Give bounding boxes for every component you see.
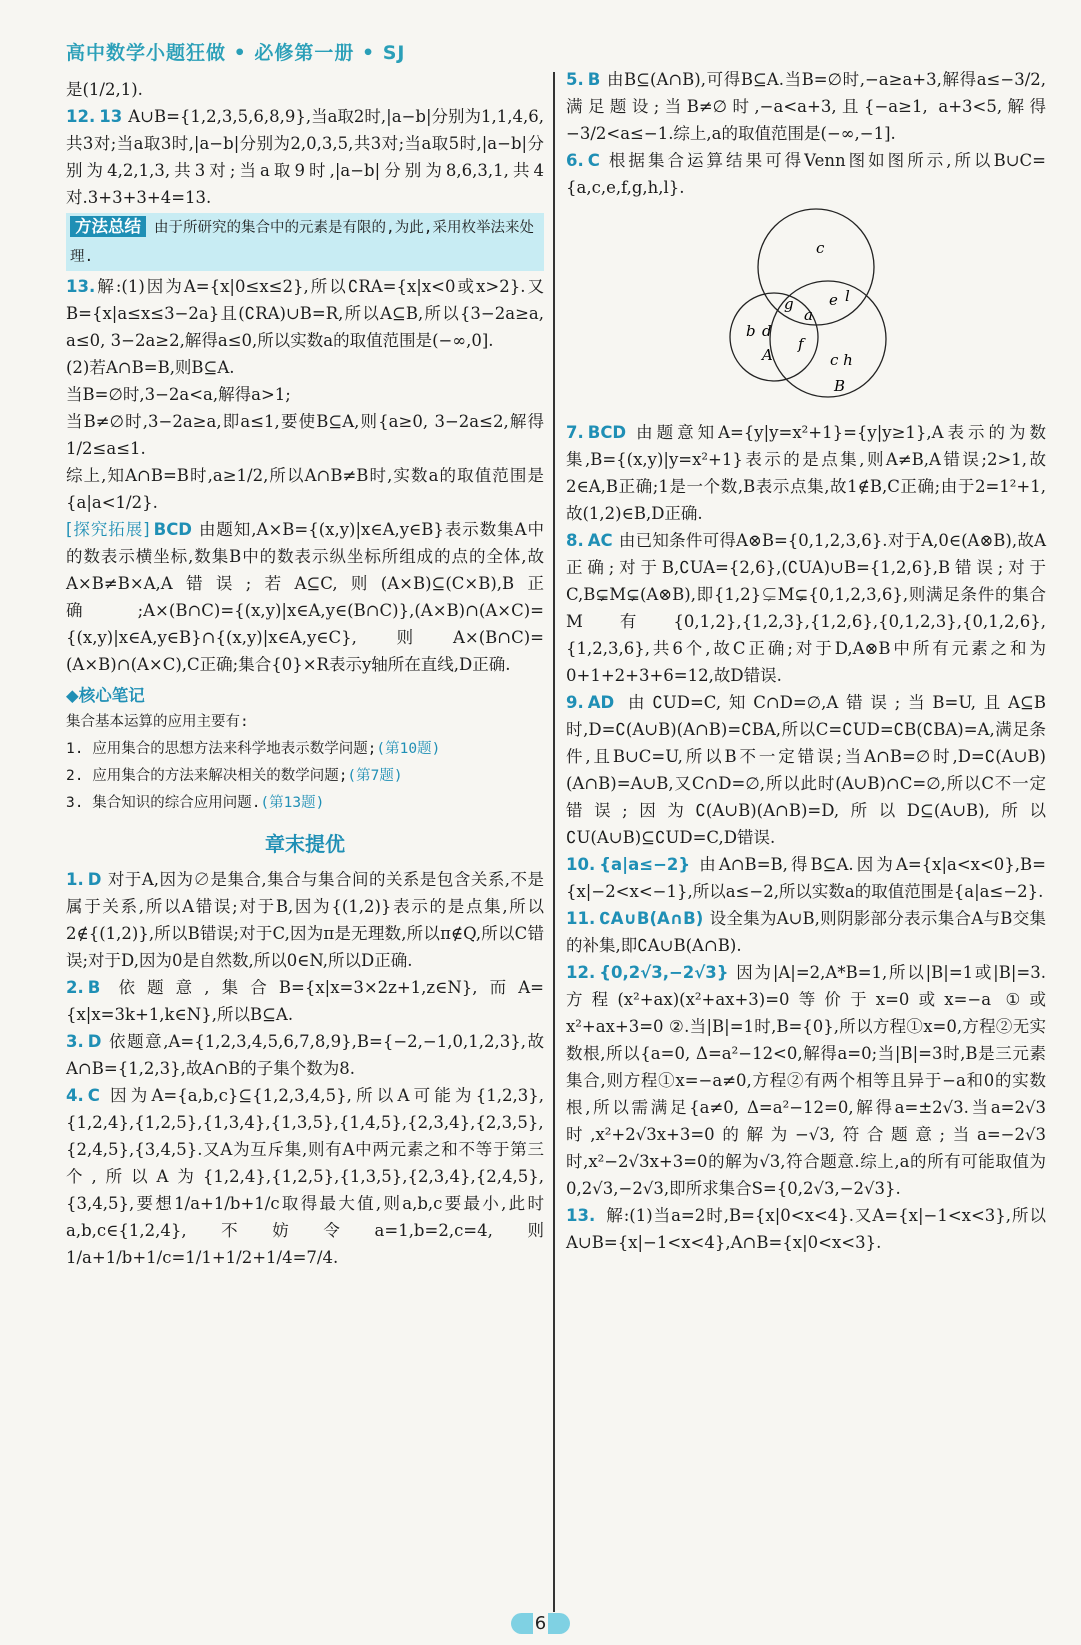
right-column bbox=[566, 66, 1046, 1256]
venn-label-e: e bbox=[829, 291, 838, 309]
venn-svg bbox=[716, 207, 896, 407]
item-number: 6. bbox=[566, 151, 584, 170]
item-number: 3. bbox=[66, 1032, 84, 1051]
answer-item bbox=[66, 273, 544, 354]
item-text: 由A∩B=B,得B⊆A.因为A={x|a<x<0},B={x|−2<x<−1},所以a≤−2,所以实数a的取值范围是{a|a≤−2}. bbox=[566, 855, 1046, 901]
note-reference: (第13题) bbox=[260, 795, 325, 811]
answer-item bbox=[566, 1202, 1046, 1256]
section-title: 章末提优 bbox=[265, 832, 345, 856]
item-answer: C bbox=[587, 151, 600, 170]
item-text: 因为A={a,b,c}⊆{1,2,3,4,5},所以A可能为{1,2,3},{1,2,4},{1,2,5},{1,3,4},{1,3,5},{1,4,5},{2,3,4},{2,3,5},{2,4,5},{3,4,5}.又A为互斥集,则有A中两元素之和不等于第三个,所以A为{1,2,4},{1,2,5},{1,3,5},{2,3,4},{2,4,5},{3,4,5},要想1/a+1/b+1/c取得最大值,则a,b,c要最小,此时a,b,c∈{1,2,4},不妨令a=1,b=2,c=4,则1/a+1/b+1/c=1/1+1/2+1/4=7/4. bbox=[66, 1086, 544, 1267]
core-notes-intro: 集合基本运算的应用主要有: bbox=[66, 714, 249, 730]
explore-label: [探究拓展] bbox=[66, 520, 150, 539]
item-text: 由题意知A={y|y=x²+1}={y|y≥1},A表示的为数集,B={(x,y)|y=x²+1}表示的是点集,则A≠B,A错误;2>1,故2∈A,B正确;1是一个数,B表示点集,故1∉B,C正确;由于2=1²+1,故(1,2)∈B,D正确. bbox=[566, 423, 1046, 523]
answer-item bbox=[566, 527, 1046, 689]
item-answer: C bbox=[87, 1086, 100, 1105]
item-answer: 13 bbox=[99, 107, 123, 126]
item-text: A∪B={1,2,3,5,6,8,9},当a取2时,|a−b|分别为1,1,4,6,共3对;当a取3时,|a−b|分别为2,0,3,5,共3对;当a取5时,|a−b|分别为4,2,1,3,共3对;当a取9时,|a−b|分别为8,6,3,1,共4对.3+3+3+4=13. bbox=[66, 107, 544, 207]
left-column bbox=[66, 76, 544, 1271]
item-number: 9. bbox=[566, 693, 584, 712]
continuation-line: 是(1/2,1). bbox=[66, 80, 143, 99]
venn-label-ch: c h bbox=[830, 351, 853, 369]
method-summary-box bbox=[66, 213, 544, 271]
page-number: 6 bbox=[511, 1613, 570, 1634]
core-note-line: 2. 应用集合的方法来解决相关的数学问题;(第7题) bbox=[66, 768, 403, 784]
answer-item bbox=[66, 866, 544, 974]
item-number: 12. bbox=[566, 963, 596, 982]
explore-text: 由题知,A×B={(x,y)|x∈A,y∈B}表示数集A中的数表示横坐标,数集B中的数表示纵坐标所组成的点的全体,故A×B≠B×A,A错误;若A⊆C,则(A×B)⊆(C×B),B正确;A×(B∩C)={(x,y)|x∈A,y∈(B∩C)},(A×B)∩(A×C)={(x,y)|x∈A,y∈B}∩{(x,y)|x∈A,y∈C},则A×(B∩C)=(A×B)∩(A×C),C正确;集合{0}×R表示y轴所在直线,D正确. bbox=[66, 520, 544, 674]
item-answer: ∁A∪B(A∩B) bbox=[599, 909, 704, 928]
venn-label-l: l bbox=[845, 287, 850, 305]
column-divider bbox=[553, 72, 555, 1612]
item-text: 依题意,集合B={x|x=3×2z+1,z∈N},而A={x|x=3k+1,k∈N},所以B⊆A. bbox=[66, 978, 544, 1024]
answer-line: 当B=∅时,3−2a<a,解得a>1; bbox=[66, 385, 291, 404]
item-text: 设全集为A∪B,则阴影部分表示集合A与B交集的补集,即∁A∪B(A∩B). bbox=[566, 909, 1046, 955]
item-text: 依题意,A={1,2,3,4,5,6,7,8,9},B={−2,−1,0,1,2,3},故A∩B={1,2,3},故A∩B的子集个数为8. bbox=[66, 1032, 544, 1078]
item-answer: AC bbox=[587, 531, 613, 550]
note-reference: (第7题) bbox=[347, 768, 403, 784]
explore-answer: BCD bbox=[153, 520, 193, 539]
item-number: 13. bbox=[66, 277, 96, 296]
item-number: 4. bbox=[66, 1086, 84, 1105]
item-text: 由已知条件可得A⊗B={0,1,2,3,6}.对于A,0∈(A⊗B),故A正确;对于B,∁UA={2,6},(∁UA)∪B={1,2,6},B错误;对于C,B⊊M⊊(A⊗B),即{1,2}⊊M⊊{0,1,2,3,6},则满足条件的集合M有{0,1,2},{1,2,3},{1,2,6},{0,1,2,3},{0,1,2,6},{1,2,3,6},共6个,故C正确;对于D,A⊗B中所有元素之和为0+1+2+3+6=12,故D错误. bbox=[566, 531, 1046, 685]
venn-label-d: d bbox=[762, 322, 772, 340]
method-summary-tag: 方法总结 bbox=[70, 216, 146, 237]
venn-label-g: g bbox=[784, 295, 794, 313]
item-text: 对于A,因为∅是集合,集合与集合间的关系是包含关系,不是属于关系,所以A错误;对于B,因为{(1,2)}表示的是点集,所以2∉{(1,2)},所以B错误;对于C,因为π是无理数,所以π∉Q,所以C错误;对于D,因为0是自然数,所以0∈N,所以D正确. bbox=[66, 870, 544, 970]
item-answer: D bbox=[87, 870, 102, 889]
item-text: 由B⊆(A∩B),可得B⊆A.当B=∅时,−a≥a+3,解得a≤−3/2,满足题设;当B≠∅时,−a<a+3,且{−a≥1, a+3<5,解得−3/2<a≤−1.综上,a的取值范围是(−∞,−1]. bbox=[566, 70, 1046, 143]
item-number: 12. bbox=[66, 107, 96, 126]
answer-item bbox=[566, 959, 1046, 1202]
answer-line: 综上,知A∩B=B时,a≥1/2,所以A∩B≠B时,实数a的取值范围是{a|a<1/2}. bbox=[66, 466, 544, 512]
core-notes-title: ◆核心笔记 bbox=[66, 686, 145, 705]
venn-circle-c bbox=[758, 209, 874, 325]
item-number: 11. bbox=[566, 909, 596, 928]
page-footer bbox=[0, 1613, 1081, 1634]
item-answer: D bbox=[87, 1032, 102, 1051]
core-note-line: 3. 集合知识的综合应用问题.(第13题) bbox=[66, 795, 325, 811]
answer-item bbox=[566, 851, 1046, 905]
venn-label-a: a bbox=[804, 306, 813, 324]
answer-item bbox=[66, 1082, 544, 1271]
item-answer: B bbox=[587, 70, 601, 89]
item-answer: BCD bbox=[587, 423, 627, 442]
venn-set-a: A bbox=[762, 346, 773, 364]
answer-item bbox=[566, 66, 1046, 147]
item-number: 5. bbox=[566, 70, 584, 89]
answer-item bbox=[566, 905, 1046, 959]
item-number: 2. bbox=[66, 978, 84, 997]
item-answer: AD bbox=[587, 693, 615, 712]
item-text: 根据集合运算结果可得Venn图如图所示,所以B∪C={a,c,e,f,g,h,l}. bbox=[566, 151, 1046, 197]
answer-item bbox=[566, 147, 1046, 201]
answer-item bbox=[66, 974, 544, 1028]
core-note-line: 1. 应用集合的思想方法来科学地表示数学问题;(第10题) bbox=[66, 741, 441, 757]
venn-set-b: B bbox=[834, 377, 846, 395]
item-answer: {0,2√3,−2√3} bbox=[599, 963, 729, 982]
venn-label-b: b bbox=[746, 322, 756, 340]
answer-line: 当B≠∅时,3−2a≥a,即a≤1,要使B⊆A,则{a≥0, 3−2a≤2,解得1/2≤a≤1. bbox=[66, 412, 544, 458]
item-number: 8. bbox=[566, 531, 584, 550]
item-answer: B bbox=[87, 978, 101, 997]
answer-item bbox=[566, 419, 1046, 527]
item-text: 解:(1)因为A={x|0≤x≤2},所以∁RA={x|x<0或x>2}.又B={x|a≤x≤3−2a}且(∁RA)∪B=R,所以A⊆B,所以{3−2a≥a, a≤0, 3−2a≥2,解得a≤0,所以实数a的取值范围是(−∞,0]. bbox=[66, 277, 544, 350]
item-answer: {a|a≤−2} bbox=[599, 855, 691, 874]
book-header-title: 高中数学小题狂做 • 必修第一册 • SJ bbox=[66, 42, 406, 64]
answer-line: (2)若A∩B=B,则B⊆A. bbox=[66, 358, 235, 377]
item-number: 1. bbox=[66, 870, 84, 889]
note-reference: (第10题) bbox=[376, 741, 441, 757]
venn-diagram bbox=[566, 207, 1046, 415]
venn-label-f: f bbox=[798, 335, 804, 353]
item-number: 10. bbox=[566, 855, 596, 874]
item-text: 由∁UD=C,知C∩D=∅,A错误;当B=U,且A⊆B时,D=∁(A∪B)(A∩B)=∁BA,所以C=∁UD=∁B(∁BA)=A,满足条件,且B∪C=U,所以B不一定错误;当A∩B=∅时,D=∁(A∪B)(A∩B)=A∪B,又C∩D=∅,所以此时(A∪B)∩C=∅,所以C不一定错误;因为∁(A∪B)(A∩B)=D,所以D⊆(A∪B),所以∁U(A∪B)⊆∁UD=C,D错误. bbox=[566, 693, 1046, 847]
answer-item bbox=[66, 103, 544, 211]
method-summary-text: 由于所研究的集合中的元素是有限的,为此,采用枚举法来处理. bbox=[70, 220, 534, 265]
item-text: 因为|A|=2,A*B=1,所以|B|=1或|B|=3.方程(x²+ax)(x²+ax+3)=0等价于x=0或x=−a ①或x²+ax+3=0 ②.当|B|=1时,B={0},所以方程①x=0,方程②无实数根,所以{a=0, Δ=a²−12<0,解得a=0;当|B|=3时,B是三元素集合,则方程①x=−a≠0,方程②有两个相等且异于−a和0的实数根,所以需满足{a≠0, Δ=a²−12=0,解得a=±2√3.当a=2√3时,x²+2√3x+3=0的解为−√3,符合题意;当a=−2√3时,x²−2√3x+3=0的解为√3,符合题意.综上,a的所有可能取值为0,2√3,−2√3,即所求集合S={0,2√3,−2√3}. bbox=[566, 963, 1046, 1198]
answer-item bbox=[566, 689, 1046, 851]
explore-extension bbox=[66, 516, 544, 678]
answer-item bbox=[66, 1028, 544, 1082]
item-text: 解:(1)当a=2时,B={x|0<x<4}.又A={x|−1<x<3},所以A∪B={x|−1<x<4},A∩B={x|0<x<3}. bbox=[566, 1206, 1046, 1252]
venn-label-c: c bbox=[816, 239, 825, 257]
item-number: 13. bbox=[566, 1206, 596, 1225]
item-number: 7. bbox=[566, 423, 584, 442]
